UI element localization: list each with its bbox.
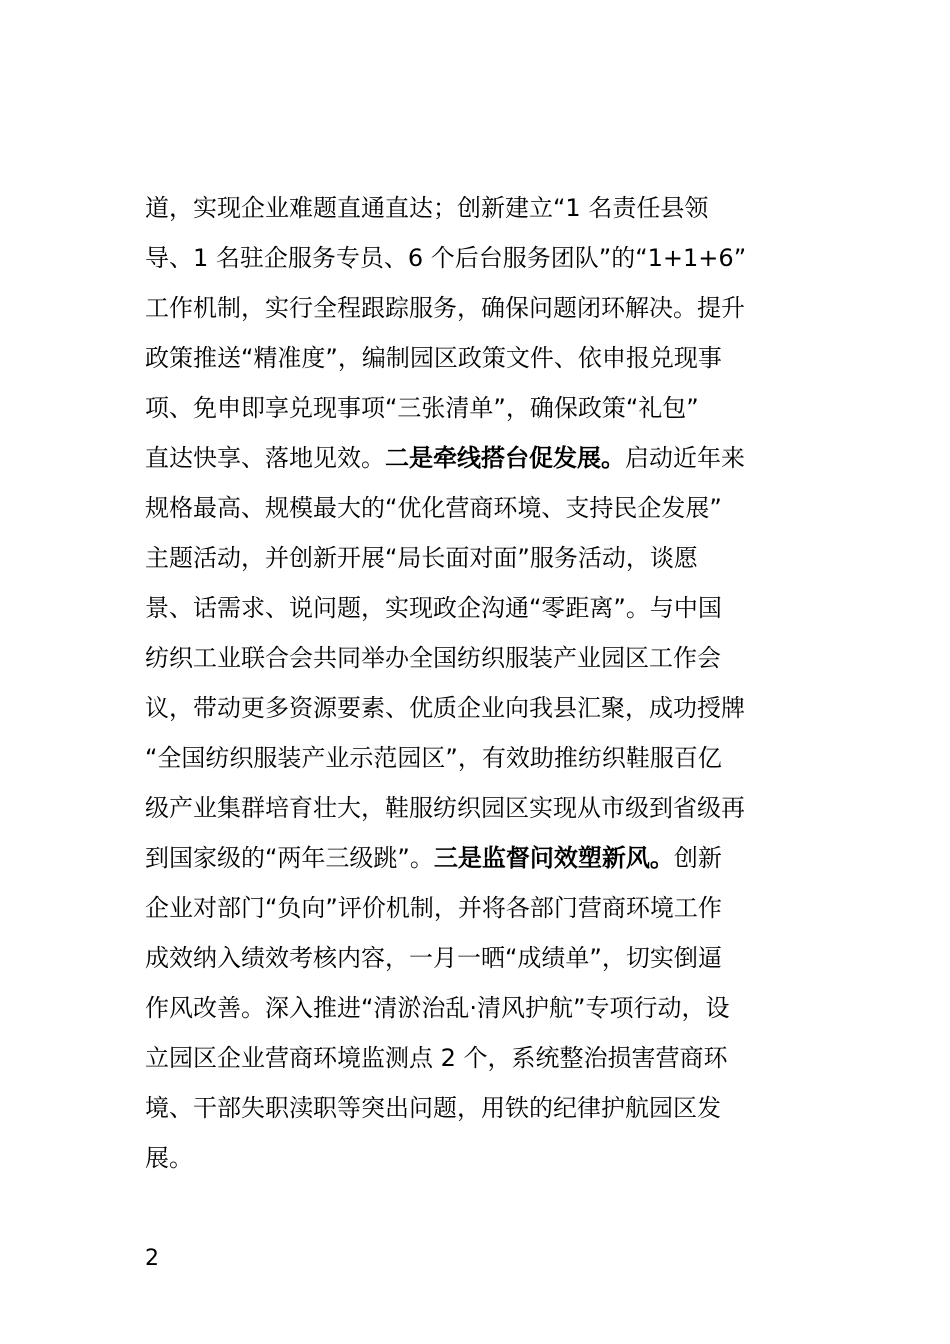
bold-heading-text: 三是监督问效塑新风。: [433, 844, 674, 872]
text-segment: 启动近年来: [625, 444, 745, 472]
text-line: [145, 1033, 810, 1083]
text-line: [145, 783, 810, 833]
text-segment: 政策推送“精准度”，编制园区政策文件、依申报兑现事: [145, 344, 722, 372]
text-segment: 道，实现企业难题直通直达；创新建立“1 名责任县领: [145, 194, 709, 222]
text-segment: 成效纳入绩效考核内容，一月一晒“成绩单”，切实倒逼: [145, 944, 722, 972]
text-segment: 立园区企业营商环境监测点 2 个，系统整治损害营商环: [145, 1044, 728, 1072]
text-line: [145, 683, 810, 733]
text-line: [145, 283, 810, 333]
text-segment: 境、干部失职渎职等突出问题，用铁的纪律护航园区发: [145, 1094, 721, 1122]
text-line: [145, 833, 810, 883]
body-paragraph: [145, 183, 810, 1183]
text-line: [145, 933, 810, 983]
bold-heading-text: 二是牵线搭台促发展。: [385, 444, 625, 472]
text-segment: 项、免申即享兑现事项“三张清单”，确保政策“礼包”: [145, 394, 699, 422]
text-line: [145, 433, 810, 483]
text-segment: 纺织工业联合会共同举办全国纺织服装产业园区工作会: [145, 644, 721, 672]
text-line: [145, 333, 810, 383]
text-line: [145, 483, 810, 533]
text-line: [145, 233, 810, 283]
text-segment: 创新: [673, 844, 722, 872]
text-segment: 工作机制，实行全程跟踪服务，确保问题闭环解决。提升: [145, 294, 745, 322]
text-line: [145, 733, 810, 783]
text-segment: “全国纺织服装产业示范园区”，有效助推纺织鞋服百亿: [145, 744, 722, 772]
text-segment: 作风改善。深入推进“清淤治乱·清风护航”专项行动，设: [145, 994, 730, 1022]
text-segment: 直达快享、落地见效。: [145, 444, 385, 472]
text-line: [145, 883, 810, 933]
text-segment: 导、1 名驻企服务专员、6 个后台服务团队”的“1+1+6”: [145, 244, 747, 272]
text-line: [145, 1133, 810, 1183]
text-line: [145, 533, 810, 583]
text-line: [145, 383, 810, 433]
text-segment: 议，带动更多资源要素、优质企业向我县汇聚，成功授牌: [145, 694, 745, 722]
text-segment: 景、话需求、说问题，实现政企沟通“零距离”。与中国: [145, 594, 722, 622]
text-line: [145, 983, 810, 1033]
page-number: 2: [145, 1246, 159, 1271]
text-line: [145, 583, 810, 633]
text-segment: 规格最高、规模最大的“优化营商环境、支持民企发展”: [145, 494, 722, 522]
text-segment: 展。: [145, 1144, 193, 1172]
text-segment: 级产业集群培育壮大，鞋服纺织园区实现从市级到省级再: [145, 794, 745, 822]
text-segment: 主题活动，并创新开展“局长面对面”服务活动，谈愿: [145, 544, 698, 572]
text-line: [145, 183, 810, 233]
text-segment: 企业对部门“负向”评价机制，并将各部门营商环境工作: [145, 894, 722, 922]
text-line: [145, 633, 810, 683]
text-line: [145, 1083, 810, 1133]
text-segment: 到国家级的“两年三级跳”。: [145, 844, 434, 872]
